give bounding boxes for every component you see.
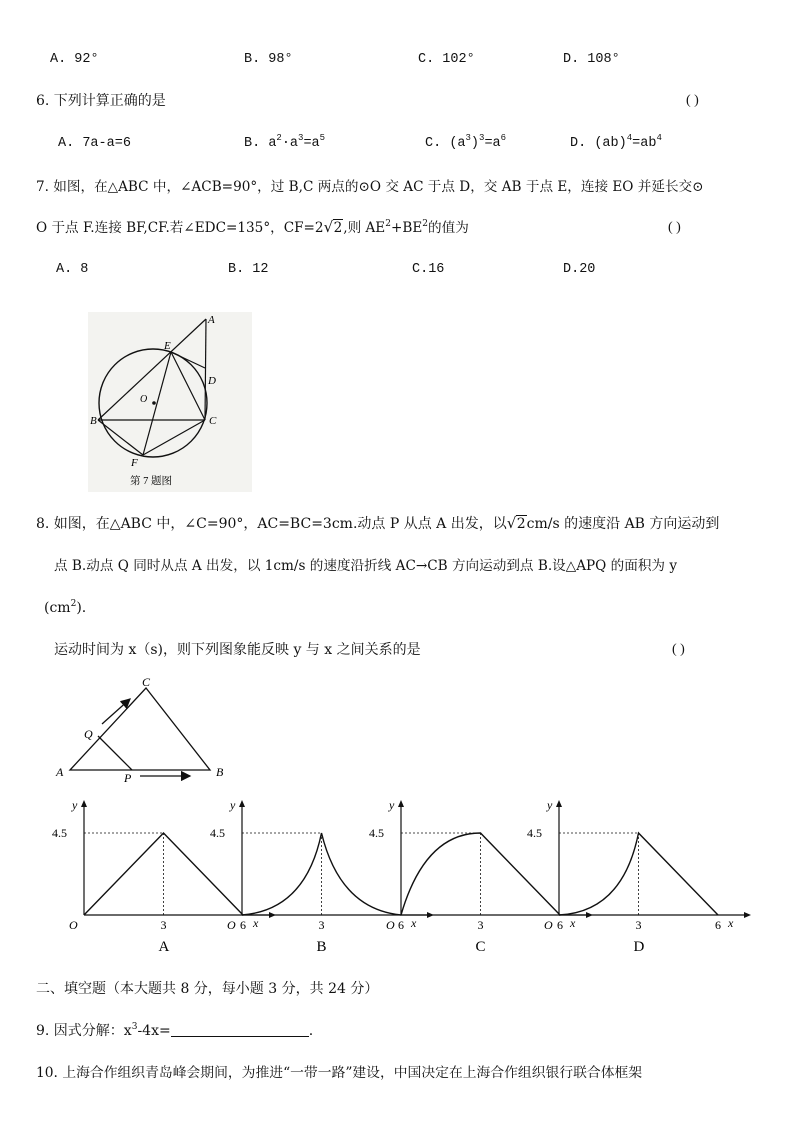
peak-value-label: 4.5 bbox=[52, 826, 67, 840]
y-axis-label: y bbox=[389, 798, 395, 812]
tick-3-label: 3 bbox=[160, 918, 167, 932]
section-2-title: 二、填空题（本大题共 8 分，每小题 3 分，共 24 分） bbox=[36, 981, 379, 997]
segment-pq bbox=[98, 736, 132, 770]
q6-answer-paren: ( ) bbox=[686, 93, 699, 108]
q5-option-d: D. 108° bbox=[563, 52, 620, 67]
origin-label: O bbox=[544, 918, 553, 932]
origin-label: O bbox=[69, 918, 78, 932]
q9: 9. 因式分解：$x^3-4x=$ . bbox=[36, 1022, 314, 1039]
q7-option-a: A. 8 bbox=[56, 262, 89, 277]
q8-triangle-figure bbox=[50, 672, 240, 787]
graph-option-label: D bbox=[633, 939, 645, 955]
q8-option-graphs bbox=[40, 795, 734, 960]
label-b: B bbox=[216, 765, 224, 779]
tick-3-label: 3 bbox=[318, 918, 325, 932]
x-axis-arrow bbox=[744, 912, 751, 918]
origin-label: O bbox=[227, 918, 236, 932]
x-axis-label: x bbox=[570, 916, 576, 930]
label-o: O bbox=[140, 394, 148, 405]
origin-label: O bbox=[386, 918, 395, 932]
q6-option-b: B. $a^2\cdot a^3=a^5$ bbox=[244, 133, 326, 151]
q7-option-b: B. 12 bbox=[228, 262, 269, 277]
q7-figure bbox=[88, 312, 252, 492]
q8-line-4: 运动时间为 x（s)，则下列图象能反映 y 与 x 之间关系的是 bbox=[54, 642, 421, 658]
tick-6-label: 6 bbox=[715, 918, 721, 932]
tick-6-label: 6 bbox=[557, 918, 563, 932]
q7-option-c: C.16 bbox=[412, 262, 445, 277]
graph-option-label: C bbox=[475, 939, 486, 955]
q5-option-b: B. 98° bbox=[244, 52, 293, 67]
label-f: F bbox=[131, 457, 138, 469]
peak-value-label: 4.5 bbox=[210, 826, 225, 840]
y-axis-arrow bbox=[81, 800, 87, 807]
point-o bbox=[152, 401, 156, 405]
y-axis-arrow bbox=[398, 800, 404, 807]
q8-line-2: 点 B.动点 Q 同时从点 A 出发，以 1cm/s 的速度沿折线 AC→CB 方向运动到点 B.设△APQ 的面积为 y bbox=[54, 558, 678, 574]
label-c: C bbox=[142, 675, 151, 689]
answer-blank[interactable] bbox=[171, 1023, 309, 1037]
q10-line-1: 10. 上海合作组织青岛峰会期间，为推进“一带一路”建设，中国决定在上海合作组织银行联合体框架 bbox=[36, 1065, 643, 1081]
q6-option-a: A. 7a-a=6 bbox=[58, 136, 131, 151]
label-p: P bbox=[124, 771, 132, 785]
q7-answer-paren: ( ) bbox=[668, 220, 681, 235]
q8-line-3: $(cm^2)$. bbox=[44, 599, 87, 616]
tick-6-label: 6 bbox=[398, 918, 404, 932]
y-axis-arrow bbox=[556, 800, 562, 807]
label-d: D bbox=[208, 375, 216, 387]
y-axis-label: y bbox=[230, 798, 236, 812]
x-axis-label: x bbox=[411, 916, 417, 930]
x-axis-label: x bbox=[253, 916, 259, 930]
label-c: C bbox=[209, 415, 217, 427]
q6-stem: 6. 下列计算正确的是 bbox=[36, 93, 166, 109]
peak-value-label: 4.5 bbox=[369, 826, 384, 840]
graph-option-label: A bbox=[158, 939, 170, 955]
sqrt-symbol: √ 2 bbox=[506, 514, 526, 532]
q5-option-a: A. 92° bbox=[50, 52, 99, 67]
y-axis-arrow bbox=[239, 800, 245, 807]
label-q: Q bbox=[84, 727, 93, 741]
q5-option-c: C. 102° bbox=[418, 52, 475, 67]
tick-3-label: 3 bbox=[477, 918, 484, 932]
figure-background bbox=[88, 312, 252, 492]
label-e: E bbox=[164, 340, 171, 352]
figure-caption: 第 7 题图 bbox=[130, 476, 172, 487]
q7-line-1: 7. 如图，在△ABC 中，∠ACB=90°，过 B,C 两点的⊙O 交 AC 于点 D，交 AB 于点 E，连接 EO 并延长交⊙ bbox=[36, 179, 704, 195]
q8-answer-paren: ( ) bbox=[672, 642, 685, 657]
label-a: A bbox=[208, 314, 215, 326]
q6-option-c: C. $(a^3)^3=a^6$ bbox=[425, 133, 507, 151]
y-axis-label: y bbox=[547, 798, 553, 812]
q6-option-d: D. $(ab)^4=ab^4$ bbox=[570, 133, 662, 151]
q7-line-2: O 于点 F.连接 BF,CF.若∠EDC=135°，CF=2 √ 2,则 $AE^2+BE^2$的值为 bbox=[36, 218, 469, 236]
tick-6-label: 6 bbox=[240, 918, 246, 932]
sqrt-symbol: √ 2 bbox=[323, 218, 343, 236]
q7-option-d: D.20 bbox=[563, 262, 596, 277]
peak-value-label: 4.5 bbox=[527, 826, 542, 840]
label-b: B bbox=[90, 415, 97, 427]
label-a: A bbox=[56, 765, 64, 779]
tick-3-label: 3 bbox=[635, 918, 642, 932]
y-axis-label: y bbox=[72, 798, 78, 812]
q8-line-1: 8. 如图，在△ABC 中，∠C=90°，AC=BC=3cm.动点 P 从点 A 出发，以 √ 2cm/s 的速度沿 AB 方向运动到 bbox=[36, 514, 720, 532]
graph-option-label: B bbox=[316, 939, 327, 955]
x-axis-label: x bbox=[728, 916, 734, 930]
